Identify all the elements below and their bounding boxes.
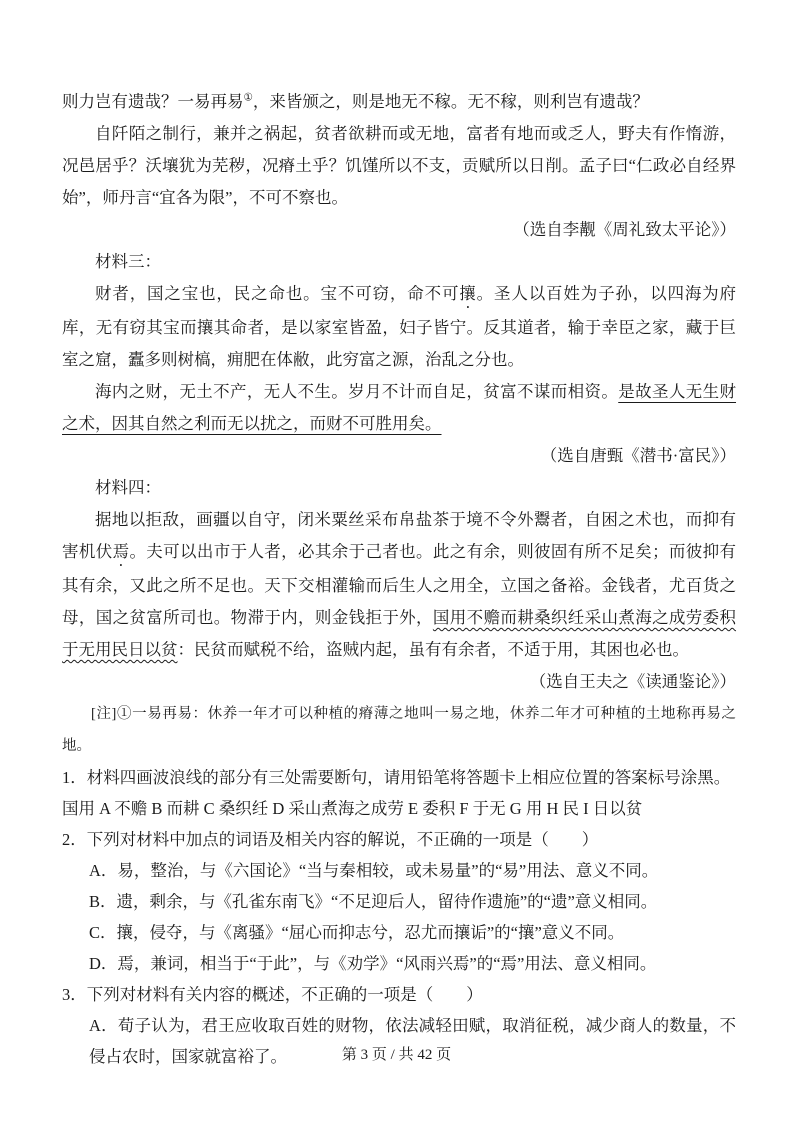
- option-text: 焉，兼词，相当于“于此”，与《劝学》“风雨兴焉”的“焉”用法、意义相同。: [117, 954, 657, 973]
- material-2-text-after-noteref: ，来皆颁之，则是地无不稼。无不稼，则利岂有遗哉？: [252, 92, 649, 111]
- material-4-text-3: ：民贫而赋税不给，盗贼内起，虽有有余者，不适于用，其困也必也。: [177, 640, 689, 659]
- material-3-source-attribution: （选自唐甄《潜书·富民》）: [540, 446, 736, 465]
- question-2-stem: 2．下列对材料中加点的词语及相关内容的解说，不正确的一项是（ ）: [62, 830, 599, 849]
- material-4-text-1: 据地以拒敌，画疆以自守，闭米粟丝采布帛盐茶于境不令外鬻者，自困之术也，而抑有害机伏: [62, 510, 736, 561]
- material-3-heading: 材料三：: [95, 252, 161, 271]
- material-2-source-attribution: （选自李觏《周礼致太平论》）: [513, 220, 736, 239]
- page-footer: 第 3 页 / 共 42 页: [341, 1047, 452, 1063]
- question-2-option-d: [62, 948, 736, 979]
- emphasis-dotted-word-yan: 焉: [112, 542, 130, 561]
- material-4-paragraph-1: [62, 504, 736, 666]
- material-4-source-attribution: （选自王夫之《读通鉴论》）: [529, 672, 736, 691]
- material-2-paragraph-2: 自阡陌之制行，兼并之祸起，贫者欲耕而或无地，富者有地而或乏人，野夫有作惰游，况邑居乎？沃壤犹为芜秽，况瘠土乎？饥馑所以不支，贡赋所以日削。孟子曰“仁政必自经界始”，师丹言“宜各为限”，不可不察也。: [62, 124, 736, 207]
- material-2-text-before-noteref: 则力岂有遗哉？一易再易: [62, 92, 244, 111]
- option-text: 遗，剩余，与《孔雀东南飞》“不足迎后人，留待作遗施”的“遗”意义相同。: [116, 892, 658, 911]
- material-2-paragraph-continuation: [62, 86, 736, 118]
- option-label: C．: [89, 923, 117, 942]
- wavy-underlined-clause: 国用不赡而耕桑织纴采山煮海之成劳委积于无用民日以贫: [62, 608, 737, 659]
- question-2-option-a: [62, 855, 736, 886]
- material-4-text-2: 。夫可以出市于人者，必其余于己者也。此之有余，则彼固有所不足矣；而彼抑有其有余，又此之所不足也。天下交相灌输而后生人之用全，立国之备裕。金钱者，尤百货之母，国之贫富所司也。物滞于内，则金钱拒于外，: [62, 542, 737, 627]
- question-2-option-c: [62, 917, 736, 948]
- option-label: D．: [89, 954, 118, 973]
- option-text: 荀子认为，君王应收取百姓的财物，依法减轻田赋，取消征税，减少商人的数量，不侵占农时，国家就富裕了。: [89, 1016, 736, 1066]
- question-2-option-b: [62, 886, 736, 917]
- footnote-definition: [注]①一易再易：休养一年才可以种植的瘠薄之地叫一易之地，休养二年才可种植的土地称再易之地。: [62, 706, 736, 754]
- option-label: B．: [89, 892, 117, 911]
- material-4-heading: 材料四：: [95, 478, 161, 497]
- option-text: 攘，侵夺，与《离骚》“屈心而抑志兮，忍尤而攘诟”的“攘”意义不同。: [116, 923, 625, 942]
- material-3-p1-text-rest: 。圣人以百姓为子孙，以四海为府库，无有窃其宝而攘其命者，是以家室皆盈，妇子皆宁。反其道者，输于幸臣之家，藏于巨室之窟，蠹多则树槁，痈肥在体敝，此穷富之源，治乱之分也。: [62, 284, 737, 369]
- material-3-paragraph-1: [62, 278, 736, 376]
- option-text: 易，整治，与《六国论》“当与秦相较，或未易量”的“易”用法、意义不同。: [117, 861, 659, 880]
- question-3-stem: 3．下列对材料有关内容的概述，不正确的一项是（ ）: [62, 985, 483, 1004]
- option-label: A．: [89, 1016, 118, 1035]
- footnote-reference-1: ①: [243, 92, 253, 104]
- question-1-segmentation-letters-line: 国用 A 不赡 B 而耕 C 桑织纴 D 采山煮海之成劳 E 委积 F 于无 G 用 H 民 I 日以贫: [62, 799, 643, 818]
- material-3-p2-text: 海内之财，无土不产，无人不生。岁月不计而自足，贫富不谋而相资。: [95, 382, 619, 401]
- material-3-paragraph-2: [62, 376, 736, 440]
- material-3-p1-text: 财者，国之宝也，民之命也。宝不可窃，命不可: [95, 284, 460, 303]
- question-1-stem: 1．材料四画波浪线的部分有三处需要断句，请用铅笔将答题卡上相应位置的答案标号涂黑。: [62, 768, 731, 787]
- solid-underlined-sentence: 是故圣人无生财之术，因其自然之利而无以扰之，而财不可胜用矣。: [62, 382, 737, 433]
- option-label: A．: [89, 861, 118, 880]
- emphasis-dotted-word-rang: 攘: [459, 284, 477, 303]
